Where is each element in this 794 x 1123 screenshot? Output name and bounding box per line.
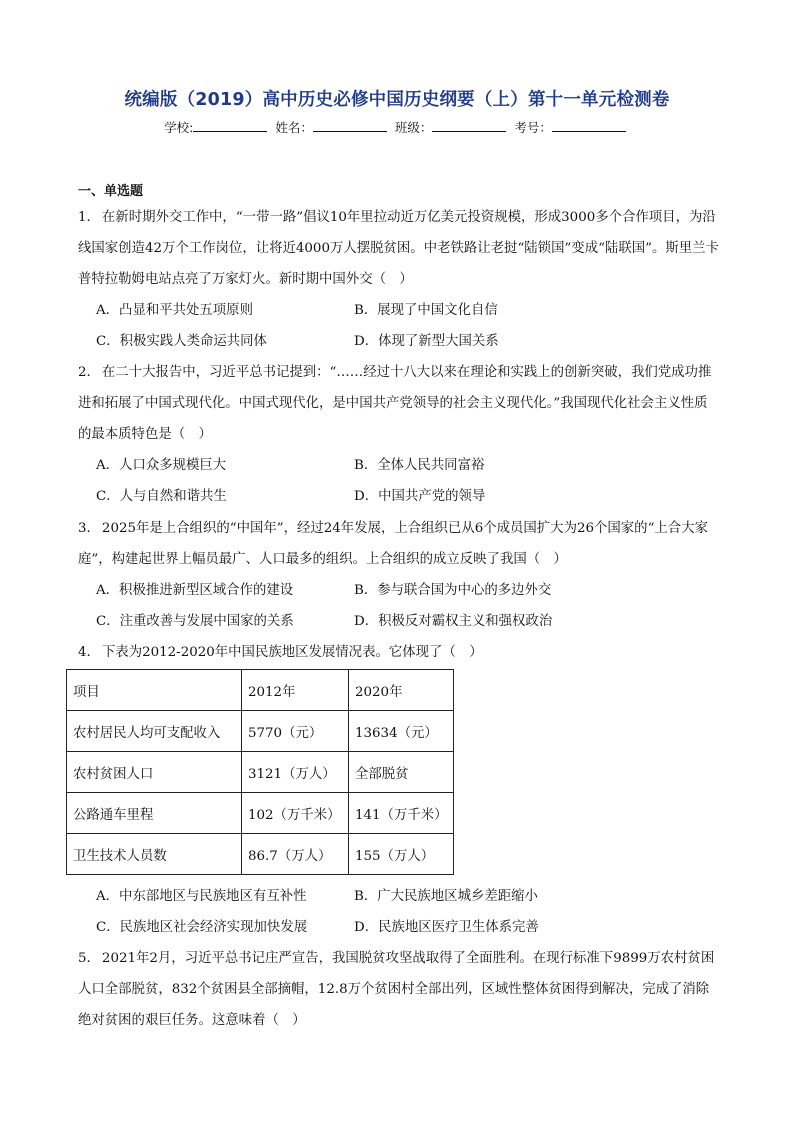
table-cell: 3121（万人） <box>242 752 349 793</box>
data-table <box>66 669 454 875</box>
table-row <box>67 670 454 711</box>
table-header-cell: 项目 <box>67 670 242 711</box>
section-heading: 一、单选题 <box>78 184 144 199</box>
option-c[interactable]: C．积极实践人类命运共同体 <box>96 334 267 349</box>
table-cell: 农村贫困人口 <box>67 752 242 793</box>
exam-title: 统编版（2019）高中历史必修中国历史纲要（上）第十一单元检测卷 <box>124 90 670 110</box>
option-a[interactable]: A．人口众多规模巨大 <box>96 458 227 473</box>
option-d[interactable]: D．积极反对霸权主义和强权政治 <box>354 614 553 629</box>
name-label: 姓名： <box>275 120 313 135</box>
question-stem: 在二十大报告中，习近平总书记提到：“……经过十八大以来在理论和实践上的创新突破，我们党成功推进和拓展了中国式现代化。中国式现代化，是中国共产党领导的社会主义现代化。”我国现代化社会主义性质的最本质特色是（ ） <box>78 365 712 442</box>
table-cell: 141（万千米） <box>349 793 454 834</box>
question-5 <box>78 943 720 1036</box>
table-header-cell: 2012年 <box>242 670 349 711</box>
question-stem: 在新时期外交工作中，“一带一路”倡议10年里拉动近万亿美元投资规模，形成3000多个合作项目，为沿线国家创造42万个工作岗位，让将近4000万人摆脱贫困。中老铁路让老挝“陆锁国”变成“陆联国”。斯里兰卡普特拉勒姆电站点亮了万家灯火。新时期中国外交（ ） <box>78 210 719 287</box>
table-cell: 155（万人） <box>349 834 454 875</box>
question-2 <box>78 357 720 450</box>
option-d[interactable]: D．中国共产党的领导 <box>354 489 486 504</box>
question-number: 2． <box>78 365 100 380</box>
table-cell: 全部脱贫 <box>349 752 454 793</box>
class-label: 班级： <box>394 120 433 135</box>
question-4-options <box>96 881 716 943</box>
option-c[interactable]: C．人与自然和谐共生 <box>96 489 227 504</box>
question-2-options <box>96 450 716 512</box>
question-stem: 2025年是上合组织的“中国年”，经过24年发展，上合组织已从6个成员国扩大为26个国家的“上合大家庭”，构建起世界上幅员最广、人口最多的组织。上合组织的成立反映了我国（ ） <box>78 521 708 567</box>
table-row <box>67 711 454 752</box>
exam-no-blank[interactable] <box>552 119 626 132</box>
question-number: 3． <box>78 521 100 536</box>
table-cell: 卫生技术人员数 <box>67 834 242 875</box>
question-stem: 2021年2月，习近平总书记庄严宣告，我国脱贫攻坚战取得了全面胜利。在现行标准下9899万农村贫困人口全部脱贫，832个贫困县全部摘帽，12.8万个贫困村全部出列，区域性整体贫困得到解决，完成了消除绝对贫困的艰巨任务。这意味着（ ） <box>78 951 715 1028</box>
question-3 <box>78 513 720 575</box>
school-blank[interactable] <box>193 119 267 132</box>
option-c[interactable]: C．民族地区社会经济实现加快发展 <box>96 920 308 935</box>
option-d[interactable]: D．体现了新型大国关系 <box>354 334 499 349</box>
student-info-line <box>0 118 794 136</box>
option-a[interactable]: A．凸显和平共处五项原则 <box>96 303 253 318</box>
table-cell: 公路通车里程 <box>67 793 242 834</box>
name-blank[interactable] <box>313 119 387 132</box>
table-cell: 13634（元） <box>349 711 454 752</box>
option-a[interactable]: A．积极推进新型区域合作的建设 <box>96 583 294 598</box>
option-a[interactable]: A．中东部地区与民族地区有互补性 <box>96 889 307 904</box>
option-b[interactable]: B．展现了中国文化自信 <box>354 303 498 318</box>
question-number: 1． <box>78 210 100 225</box>
option-b[interactable]: B．全体人民共同富裕 <box>354 458 485 473</box>
table-row <box>67 834 454 875</box>
table-row <box>67 752 454 793</box>
question-number: 5． <box>78 951 100 966</box>
table-cell: 86.7（万人） <box>242 834 349 875</box>
question-1 <box>78 202 720 295</box>
table-cell: 农村居民人均可支配收入 <box>67 711 242 752</box>
question-3-options <box>96 575 716 637</box>
option-c[interactable]: C．注重改善与发展中国家的关系 <box>96 614 294 629</box>
question-4 <box>78 637 720 668</box>
question-stem: 下表为2012-2020年中国民族地区发展情况表。它体现了（ ） <box>101 645 483 660</box>
table-cell: 102（万千米） <box>242 793 349 834</box>
option-b[interactable]: B．参与联合国为中心的多边外交 <box>354 583 552 598</box>
school-label: 学校: <box>164 120 194 135</box>
question-1-options <box>96 295 716 357</box>
class-blank[interactable] <box>432 119 506 132</box>
table-header-cell: 2020年 <box>349 670 454 711</box>
exam-no-label: 考号： <box>514 120 552 135</box>
question-number: 4． <box>78 645 100 660</box>
option-b[interactable]: B．广大民族地区城乡差距缩小 <box>354 889 538 904</box>
table-cell: 5770（元） <box>242 711 349 752</box>
option-d[interactable]: D．民族地区医疗卫生体系完善 <box>354 920 539 935</box>
table-row <box>67 793 454 834</box>
